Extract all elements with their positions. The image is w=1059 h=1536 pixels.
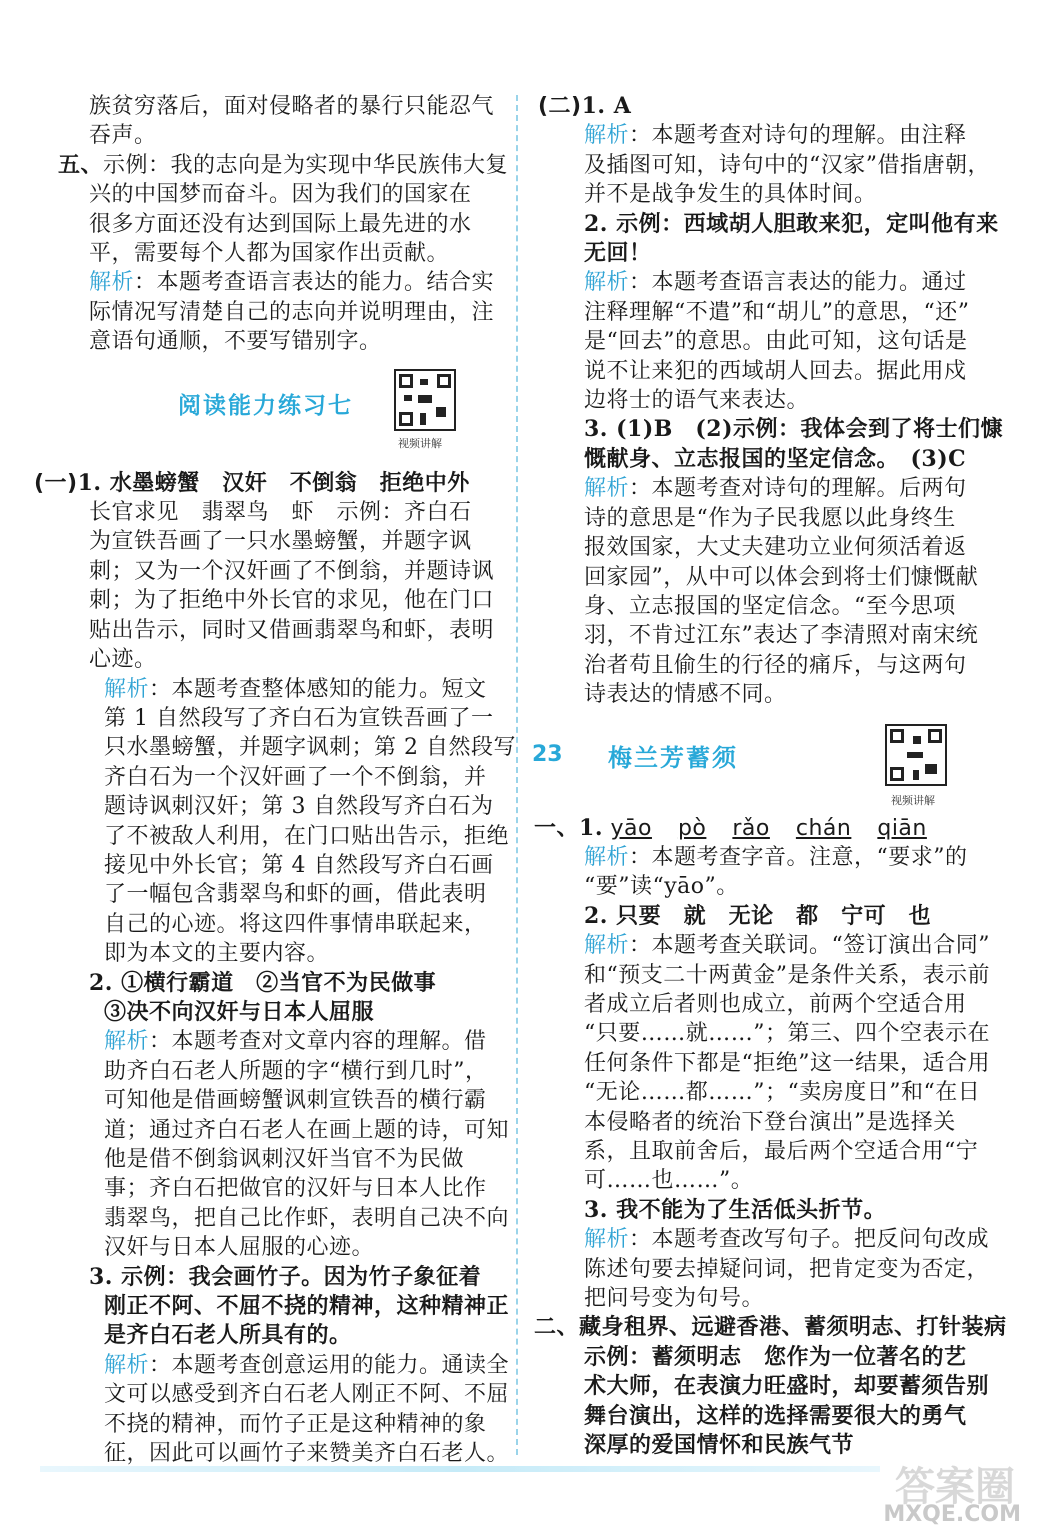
- s1-q1: [534, 814, 988, 843]
- text-line: “要”读“yāo”。: [584, 874, 739, 900]
- text-line: 刚正不阿、不屈不挠的精神，这种精神正: [104, 1293, 510, 1320]
- text-line: “只要……就……”；第三、四个空表示在: [584, 1021, 990, 1047]
- section-title: 阅读能力练习七: [178, 392, 353, 419]
- pinyin: chán: [795, 815, 852, 841]
- analysis-label: 解析: [584, 1227, 630, 1253]
- analysis: [538, 121, 988, 150]
- pinyin: yāo: [610, 815, 652, 841]
- text-line: 意语句通顺，不要写错别字。: [89, 329, 382, 355]
- qr-code-icon[interactable]: [394, 369, 456, 431]
- text-line: 慨献身、立志报国的坚定信念。 (3)C: [584, 445, 967, 472]
- text-line: 汉奸与日本人屈服的心迹。: [104, 1235, 375, 1261]
- text-line: 诗的意思是“作为子民我愿以此身终生: [584, 505, 956, 531]
- text-line: 示例：我的志向是为实现中华民族伟大复: [103, 152, 509, 178]
- text-line: 自己的心迹。将这四件事情串联起来，: [104, 911, 487, 937]
- pinyin: rǎo: [732, 815, 770, 841]
- text-line: 平，需要每个人都为国家作出贡献。: [89, 241, 450, 267]
- analysis: [58, 268, 498, 297]
- text-line: 示例：蓄须明志 您作为一位著名的艺: [584, 1343, 967, 1370]
- text-line: 藏身租界、远避香港、蓄须明志、打针装病: [579, 1314, 1007, 1341]
- text-line: 文可以感受到齐白石老人刚正不阿、不屈: [104, 1382, 510, 1408]
- section-marker: 一、: [534, 815, 580, 841]
- text-line: 贴出告示，同时又借画翡翠鸟和虾，表明: [89, 617, 495, 643]
- text-line: 心迹。: [89, 647, 157, 673]
- text-line: 诗表达的情感不同。: [584, 682, 787, 708]
- text-line: 他是借不倒翁讽刺汉奸当官不为民做: [104, 1147, 465, 1172]
- text-line: 助齐白石老人所题的字“横行到几时”，: [104, 1058, 488, 1084]
- text-line: 报效国家，大丈夫建功立业何须活着返: [584, 535, 967, 561]
- watermark-url: MXQE.COM: [883, 1502, 1021, 1527]
- analysis-label: 解析: [584, 844, 630, 870]
- text-line: 回家园”，从中可以体会到将士们慷慨献: [584, 564, 979, 590]
- qr-code-icon[interactable]: [885, 724, 947, 786]
- text-line: 了一幅包含翡翠鸟和虾的画，借此表明: [104, 882, 487, 908]
- analysis-label: 解析: [104, 676, 150, 702]
- q5-marker: 五、: [58, 152, 104, 178]
- s2-answer: [534, 1313, 1007, 1342]
- text-line: 为宣铁吾画了一只水墨螃蟹，并题字讽: [89, 529, 472, 555]
- footer-rule: [40, 1466, 880, 1472]
- text-line: 深厚的爱国情怀和民族气节: [584, 1432, 855, 1459]
- analysis: [538, 843, 988, 872]
- text-line: 治者苟且偷生的行径的痛斥，与这两句: [584, 652, 967, 678]
- text-line: 很多方面还没有达到国际上最先进的水: [89, 211, 472, 237]
- analysis-label: 解析: [104, 1029, 150, 1055]
- section-marker: 二、: [534, 1315, 580, 1341]
- text-line: 3. 示例：我会画竹子。因为竹子象征着: [89, 1263, 482, 1290]
- text-line: “无论……都……”；“卖房度日”和“在日: [584, 1080, 981, 1106]
- text-line: ：本题考查对诗句的理解。后两句: [629, 476, 967, 502]
- text-line: 第 1 自然段写了齐白石为宣铁吾画了一: [104, 705, 494, 731]
- text-line: 接见中外长官；第 4 自然段写齐白石画: [104, 852, 494, 878]
- text-line: ：本题考查对文章内容的理解。借: [149, 1029, 487, 1055]
- analysis: [538, 1225, 988, 1254]
- column-divider: [516, 95, 518, 1455]
- text-line: 族贫穷落后，面对侵略者的暴行只能忍气: [89, 94, 495, 119]
- text-line: 说不让来犯的西域胡人回去。据此用戍: [584, 358, 967, 384]
- qr-caption: 视频讲解: [398, 436, 442, 450]
- text-line: 1. A: [581, 93, 632, 119]
- text-line: 不挠的精神，而竹子正是这种精神的象: [104, 1411, 487, 1437]
- text-line: 3. 我不能为了生活低头折节。: [584, 1196, 887, 1223]
- text-line: ：本题考查关联词。“签订演出合同”: [629, 933, 991, 959]
- text-line: 了不被敌人利用，在门口贴出告示，拒绝: [104, 823, 510, 849]
- text-line: 刺；为了拒绝中外长官的求见，他在门口: [89, 588, 495, 614]
- text-line: 可知他是借画螃蟹讽刺宣铁吾的横行霸: [104, 1088, 487, 1114]
- part2-q1: [538, 92, 988, 121]
- text-line: 刺；又为一个汉奸画了不倒翁，并题诗讽: [89, 558, 495, 584]
- text-line: ：本题考查对诗句的理解。由注释: [629, 123, 967, 149]
- text-line: 际情况写清楚自己的志向并说明理由，注: [89, 299, 495, 325]
- text-line: ：本题考查字音。注意，“要求”的: [629, 844, 968, 870]
- analysis: [538, 474, 988, 503]
- lesson-title: 梅兰芳蓄须: [608, 743, 738, 772]
- analysis-label: 解析: [584, 476, 630, 502]
- lesson-number: 23: [532, 741, 563, 767]
- text-line: 和“预支二十两黄金”是条件关系，表示前: [584, 962, 990, 988]
- text-line: 本侵略者的统治下登台演出”是选择关: [584, 1109, 956, 1135]
- q1-number: 1.: [579, 814, 603, 841]
- text-line: 翡翠鸟，把自己比作虾，表明自己决不向: [104, 1205, 510, 1231]
- right-column: [532, 92, 1007, 1460]
- text-line: ：本题考查语言表达的能力。通过: [629, 270, 967, 296]
- analysis-label: 解析: [584, 933, 630, 959]
- text-line: 并不是战争发生的具体时间。: [584, 182, 877, 208]
- analysis: [538, 931, 991, 960]
- text-line: ：本题考查创意运用的能力。通读全: [149, 1352, 510, 1378]
- text-line: 任何条件下都是“拒绝”这一结果，适合用: [584, 1050, 990, 1076]
- analysis-label: 解析: [584, 270, 630, 296]
- text-line: 3. (1)B (2)示例：我体会到了将士们慷: [584, 416, 1003, 443]
- text-line: 是齐白石老人所具有的。: [104, 1322, 352, 1349]
- text-line: 齐白石为一个汉奸画了一个不倒翁，并: [104, 764, 487, 790]
- text-line: 是“回去”的意思。由此可知，这句话是: [584, 329, 968, 355]
- analysis-label: 解析: [89, 270, 135, 296]
- left-column: [34, 92, 516, 1468]
- text-line: 事；齐白石把做官的汉奸与日本人比作: [104, 1176, 487, 1202]
- pinyin: qiān: [877, 815, 927, 841]
- text-line: 即为本文的主要内容。: [104, 941, 330, 967]
- text-line: 系，且取前舍后，最后两个空适合用“宁: [584, 1139, 979, 1164]
- text-line: 2. ①横行霸道 ②当官不为民做事: [89, 969, 437, 996]
- section-header: [58, 365, 498, 465]
- text-line: 者成立后者则也成立，前两个空适合用: [584, 991, 967, 1017]
- analysis: [538, 268, 988, 297]
- analysis-label: 解析: [104, 1352, 150, 1378]
- text-line: 边将士的语气来表达。: [584, 388, 810, 414]
- text-line: 羽，不肯过江东”表达了李清照对南宋统: [584, 623, 979, 649]
- text-line: ：本题考查语言表达的能力。结合实: [134, 270, 495, 296]
- analysis: [58, 675, 498, 704]
- text-line: 舞台演出，这样的选择需要很大的勇气: [584, 1402, 967, 1429]
- part-marker: (一): [34, 470, 78, 496]
- text-line: ③决不向汉奸与日本人屈服: [104, 998, 375, 1025]
- text-line: 2. 示例：西域胡人胆敢来犯，定叫他有来: [584, 210, 999, 237]
- q5-answer: [58, 151, 509, 180]
- text-line: 2. 只要 就 无论 都 宁可 也: [584, 902, 932, 929]
- text-line: 兴的中国梦而奋斗。因为我们的国家在: [89, 182, 472, 208]
- text-line: 只水墨螃蟹，并题字讽刺；第 2 自然段写: [104, 735, 516, 761]
- text-line: ：本题考查改写句子。把反问句改成: [629, 1227, 990, 1253]
- lesson-header: [532, 724, 988, 814]
- text-line: 1. 水墨螃蟹 汉奸 不倒翁 拒绝中外: [77, 469, 470, 496]
- text-line: 无回！: [584, 240, 652, 267]
- text-line: 可……也……”。: [584, 1168, 754, 1194]
- qr-caption: 视频讲解: [891, 793, 935, 807]
- text-line: 长官求见 翡翠鸟 虾 示例：齐白石: [89, 500, 472, 526]
- watermark-logo: 答案圈: [895, 1464, 1015, 1510]
- text-line: 征，因此可以画竹子来赞美齐白石老人。: [104, 1441, 510, 1467]
- analysis: [58, 1351, 510, 1380]
- text-line: 及插图可知，诗句中的“汉家”借指唐朝，: [584, 152, 990, 178]
- analysis: [58, 1027, 498, 1056]
- analysis-label: 解析: [584, 123, 630, 149]
- text-line: 吞声。: [89, 123, 157, 149]
- part1-q1: [34, 469, 498, 498]
- text-line: 陈述句要去掉疑问词，把肯定变为否定，: [584, 1256, 990, 1282]
- text-line: 注释理解“不遣”和“胡儿”的意思，“还”: [584, 299, 970, 325]
- text-line: 身、立志报国的坚定信念。“至今思项: [584, 593, 956, 619]
- text-line: 题诗讽刺汉奸；第 3 自然段写齐白石为: [104, 794, 494, 820]
- text-line: 道；通过齐白石老人在画上题的诗，可知: [104, 1117, 510, 1143]
- text-line: ：本题考查整体感知的能力。短文: [149, 676, 487, 702]
- text-line: 术大师，在表演力旺盛时，却要蓄须告别: [584, 1373, 990, 1400]
- pinyin: pò: [677, 815, 707, 841]
- text-line: 把问号变为句号。: [584, 1286, 765, 1312]
- part-marker: (二): [538, 94, 582, 119]
